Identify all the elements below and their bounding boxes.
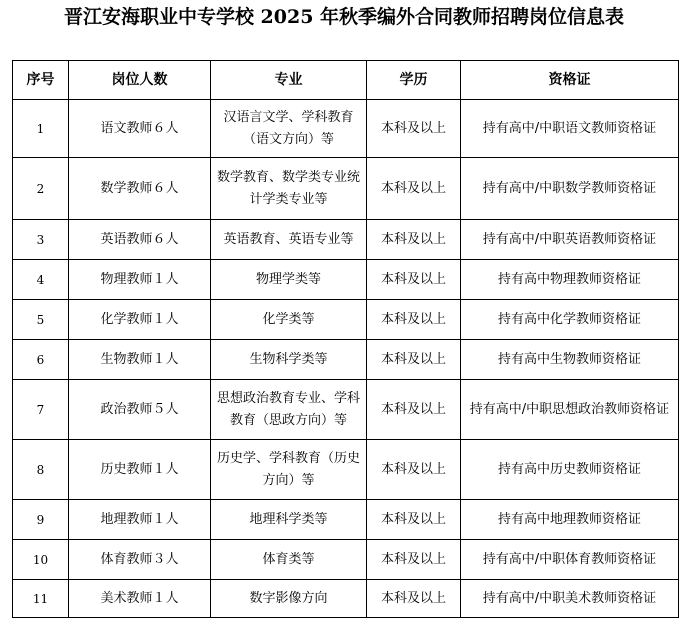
row-certificate: 持有高中/中职英语教师资格证	[461, 220, 679, 260]
row-certificate: 持有高中化学教师资格证	[461, 300, 679, 340]
row-post: 生物教师１人	[69, 340, 211, 380]
row-certificate: 持有高中/中职美术教师资格证	[461, 580, 679, 618]
header-no: 序号	[13, 61, 69, 100]
row-education: 本科及以上	[367, 440, 461, 500]
row-no: 9	[13, 500, 69, 540]
row-no: 5	[13, 300, 69, 340]
row-education: 本科及以上	[367, 540, 461, 580]
row-post: 语文教师６人	[69, 100, 211, 158]
row-major: 生物科学类等	[211, 340, 367, 380]
row-no: 4	[13, 260, 69, 300]
row-certificate: 持有高中/中职语文教师资格证	[461, 100, 679, 158]
row-major: 化学类等	[211, 300, 367, 340]
table-row	[13, 220, 679, 260]
header-post: 岗位人数	[69, 61, 211, 100]
row-major: 数字影像方向	[211, 580, 367, 618]
table-header-row	[13, 61, 679, 100]
row-no: 10	[13, 540, 69, 580]
table-row	[13, 100, 679, 158]
row-education: 本科及以上	[367, 500, 461, 540]
row-post: 体育教师３人	[69, 540, 211, 580]
row-education: 本科及以上	[367, 300, 461, 340]
row-education: 本科及以上	[367, 260, 461, 300]
table-row	[13, 440, 679, 500]
table-row	[13, 380, 679, 440]
row-post: 美术教师１人	[69, 580, 211, 618]
row-certificate: 持有高中物理教师资格证	[461, 260, 679, 300]
row-no: 3	[13, 220, 69, 260]
row-education: 本科及以上	[367, 340, 461, 380]
row-certificate: 持有高中/中职思想政治教师资格证	[461, 380, 679, 440]
header-major: 专业	[211, 61, 367, 100]
row-major: 历史学、学科教育（历史方向）等	[211, 440, 367, 500]
row-major: 数学教育、数学类专业统计学类专业等	[211, 158, 367, 220]
table-row	[13, 340, 679, 380]
table-row	[13, 300, 679, 340]
row-no: 8	[13, 440, 69, 500]
row-post: 物理教师１人	[69, 260, 211, 300]
row-no: 2	[13, 158, 69, 220]
table-row	[13, 540, 679, 580]
row-certificate: 持有高中生物教师资格证	[461, 340, 679, 380]
row-post: 英语教师６人	[69, 220, 211, 260]
row-major: 英语教育、英语专业等	[211, 220, 367, 260]
row-education: 本科及以上	[367, 580, 461, 618]
table-row	[13, 580, 679, 618]
row-major: 汉语言文学、学科教育（语文方向）等	[211, 100, 367, 158]
row-major: 地理科学类等	[211, 500, 367, 540]
row-certificate: 持有高中/中职体育教师资格证	[461, 540, 679, 580]
row-education: 本科及以上	[367, 158, 461, 220]
row-no: 7	[13, 380, 69, 440]
row-post: 化学教师１人	[69, 300, 211, 340]
table-row	[13, 260, 679, 300]
row-education: 本科及以上	[367, 380, 461, 440]
row-education: 本科及以上	[367, 100, 461, 158]
row-no: 11	[13, 580, 69, 618]
row-post: 政治教师５人	[69, 380, 211, 440]
page-title: 晋江安海职业中专学校 2025 年秋季编外合同教师招聘岗位信息表	[63, 6, 625, 28]
row-certificate: 持有高中历史教师资格证	[461, 440, 679, 500]
row-post: 数学教师６人	[69, 158, 211, 220]
row-certificate: 持有高中地理教师资格证	[461, 500, 679, 540]
row-post: 地理教师１人	[69, 500, 211, 540]
header-education: 学历	[367, 61, 461, 100]
row-post: 历史教师１人	[69, 440, 211, 500]
row-certificate: 持有高中/中职数学教师资格证	[461, 158, 679, 220]
table-row	[13, 500, 679, 540]
header-certificate: 资格证	[461, 61, 679, 100]
row-no: 6	[13, 340, 69, 380]
row-no: 1	[13, 100, 69, 158]
row-major: 物理学类等	[211, 260, 367, 300]
row-education: 本科及以上	[367, 220, 461, 260]
recruitment-table	[12, 60, 679, 618]
row-major: 体育类等	[211, 540, 367, 580]
row-major: 思想政治教育专业、学科教育（思政方向）等	[211, 380, 367, 440]
table-row	[13, 158, 679, 220]
